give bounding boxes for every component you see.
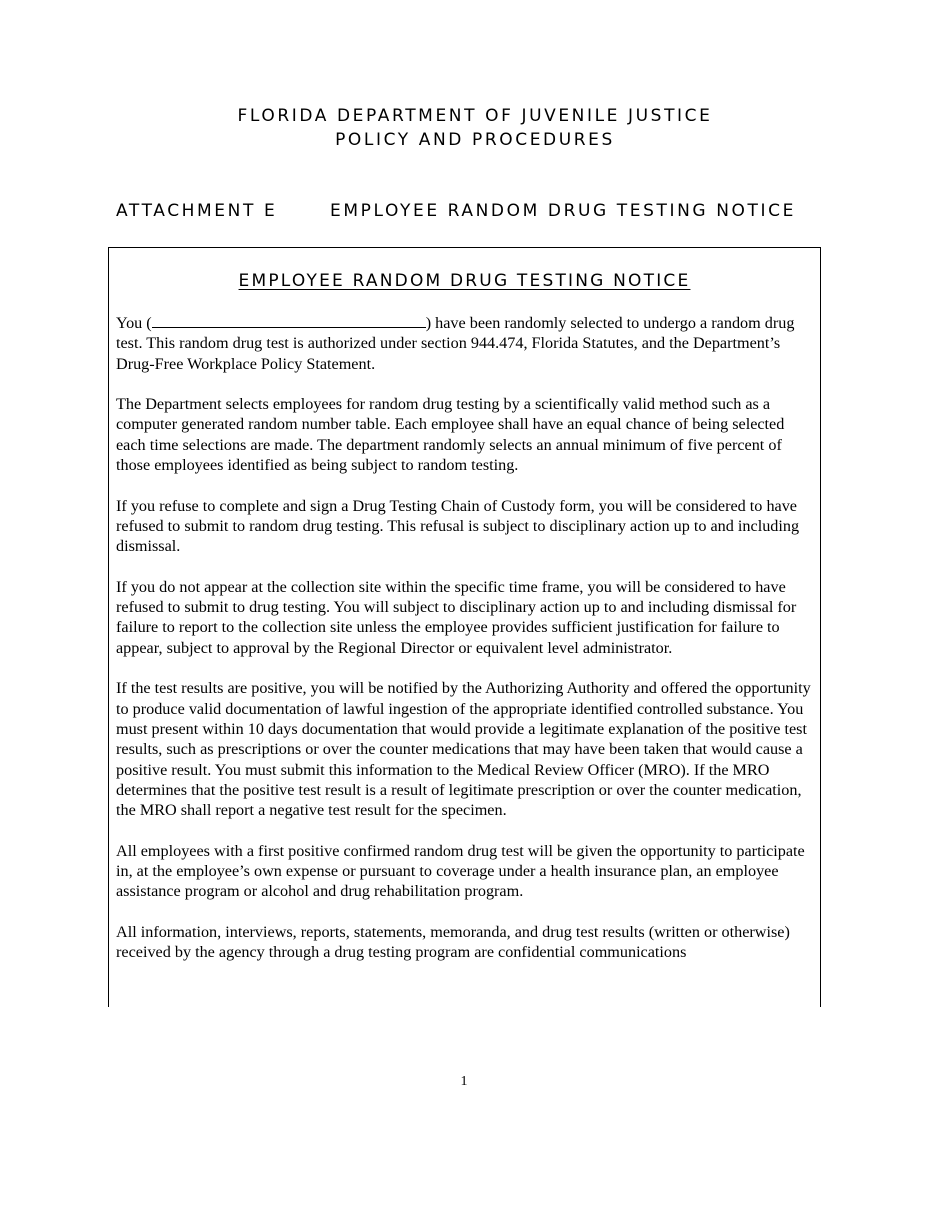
notice-title-text: EMPLOYEE RANDOM DRUG TESTING NOTICE	[238, 271, 691, 291]
paragraph-selection-start: You (	[116, 314, 152, 332]
paragraph-selection	[116, 313, 818, 374]
attachment-heading	[116, 199, 836, 223]
paragraph-failure-to-appear: If you do not appear at the collection site within the specific time frame, you will be considered to have refused to submit to drug testing. You will subject to disciplinary action up to and including dismissal for failure to report to the collection site unless the employee provides sufficient justification for failure to appear, subject to approval by the Regional Director or equivalent level administrator.	[116, 577, 797, 657]
employee-name-blank[interactable]	[152, 314, 426, 328]
page-number: 1	[460, 1074, 468, 1089]
notice-box	[108, 247, 821, 1007]
paragraph-selection-method: The Department selects employees for random drug testing by a scientifically valid method such as a computer generated random number table. Each employee shall have an equal chance of being selected each time selections are made. The department randomly selects an annual minimum of five percent of those employees identified as being subject to random testing.	[116, 395, 785, 475]
notice-body	[116, 313, 818, 983]
attachment-title: EMPLOYEE RANDOM DRUG TESTING NOTICE	[330, 201, 796, 221]
paragraph-selection-end: ) have been randomly selected to undergo a random drug test. This random drug test is authorized under section 944.474, Florida Statutes, and the Department’s Drug-Free Workplace Policy Statement.	[116, 314, 795, 373]
notice-title	[109, 270, 820, 292]
paragraph-refusal: If you refuse to complete and sign a Drug Testing Chain of Custody form, you will be considered to have refused to submit to random drug testing. This refusal is subject to disciplinary action up to and including dismissal.	[116, 496, 800, 556]
paragraph-rehabilitation: All employees with a first positive confirmed random drug test will be given the opportunity to participate in, at the employee’s own expense or pursuant to coverage under a health insurance plan, an employee assistance program or alcohol and drug rehabilitation program.	[116, 841, 805, 901]
policy-heading: POLICY AND PROCEDURES	[335, 130, 615, 150]
paragraph-confidentiality: All information, interviews, reports, statements, memoranda, and drug test results (written or otherwise) received by the agency through a drug testing program are confidential communications	[116, 922, 790, 962]
paragraph-positive-results: If the test results are positive, you will be notified by the Authorizing Authority and offered the opportunity to produce valid documentation of lawful ingestion of the appropriate identified controlled substance. You must present within 10 days documentation that would provide a legitimate explanation of the positive test results, such as prescriptions or over the counter medications that may have been taken that would cause a positive result. You must submit this information to the Medical Review Officer (MRO). If the MRO determines that the positive test result is a result of legitimate prescription or over the counter medication, the MRO shall report a negative test result for the specimen.	[116, 679, 811, 820]
attachment-label: ATTACHMENT E	[116, 201, 278, 221]
department-heading: FLORIDA DEPARTMENT OF JUVENILE JUSTICE	[237, 106, 713, 126]
